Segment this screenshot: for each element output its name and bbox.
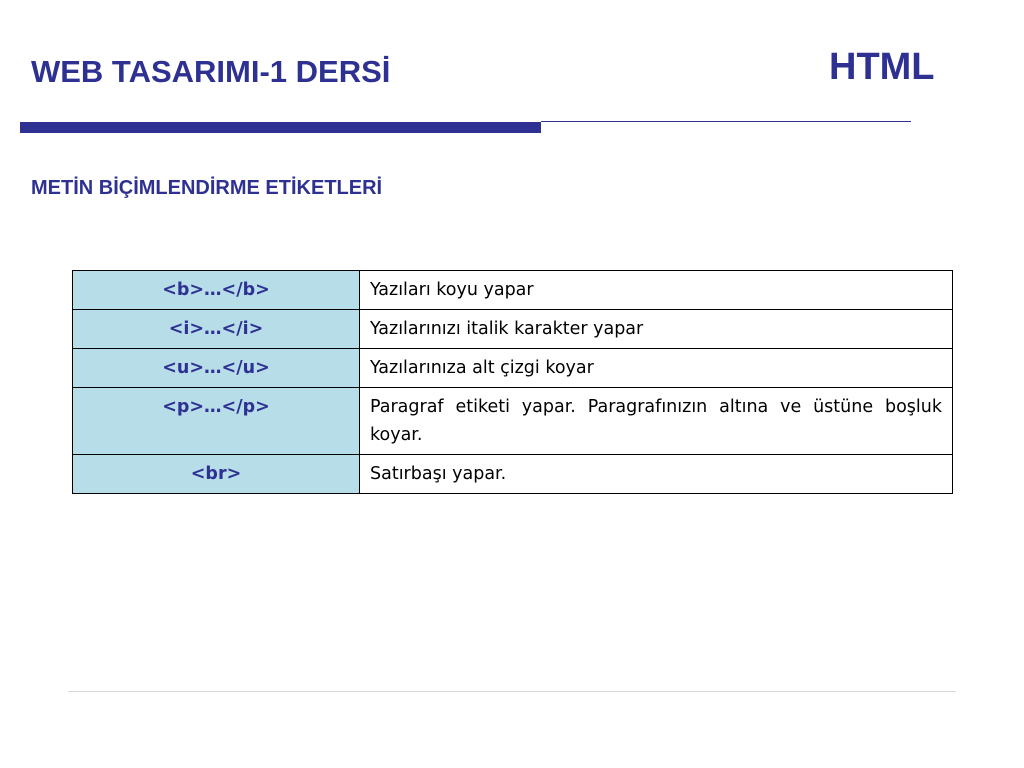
description-cell: Yazılarınızı italik karakter yapar [360, 310, 953, 349]
description-cell: Satırbaşı yapar. [360, 455, 953, 494]
tag-cell: <u>…</u> [73, 349, 360, 388]
formatting-tags-table [72, 270, 953, 494]
description-cell: Paragraf etiketi yapar. Paragrafınızın altına ve üstüne boşluk koyar. [360, 388, 953, 455]
description-cell: Yazılarınıza alt çizgi koyar [360, 349, 953, 388]
table-row [73, 271, 953, 310]
tag-cell: <i>…</i> [73, 310, 360, 349]
header-divider-thick [20, 122, 541, 133]
course-title: WEB TASARIMI-1 DERSİ [31, 54, 391, 89]
description-cell: Yazıları koyu yapar [360, 271, 953, 310]
tag-cell: <b>…</b> [73, 271, 360, 310]
section-heading: METİN BİÇİMLENDİRME ETİKETLERİ [31, 177, 383, 199]
topic-title: HTML [829, 46, 935, 88]
table-row [73, 388, 953, 455]
footer-divider [68, 691, 956, 692]
table-row [73, 455, 953, 494]
table-row [73, 349, 953, 388]
table-row [73, 310, 953, 349]
header-divider-thin [541, 121, 911, 122]
tag-cell: <br> [73, 455, 360, 494]
tag-cell: <p>…</p> [73, 388, 360, 455]
